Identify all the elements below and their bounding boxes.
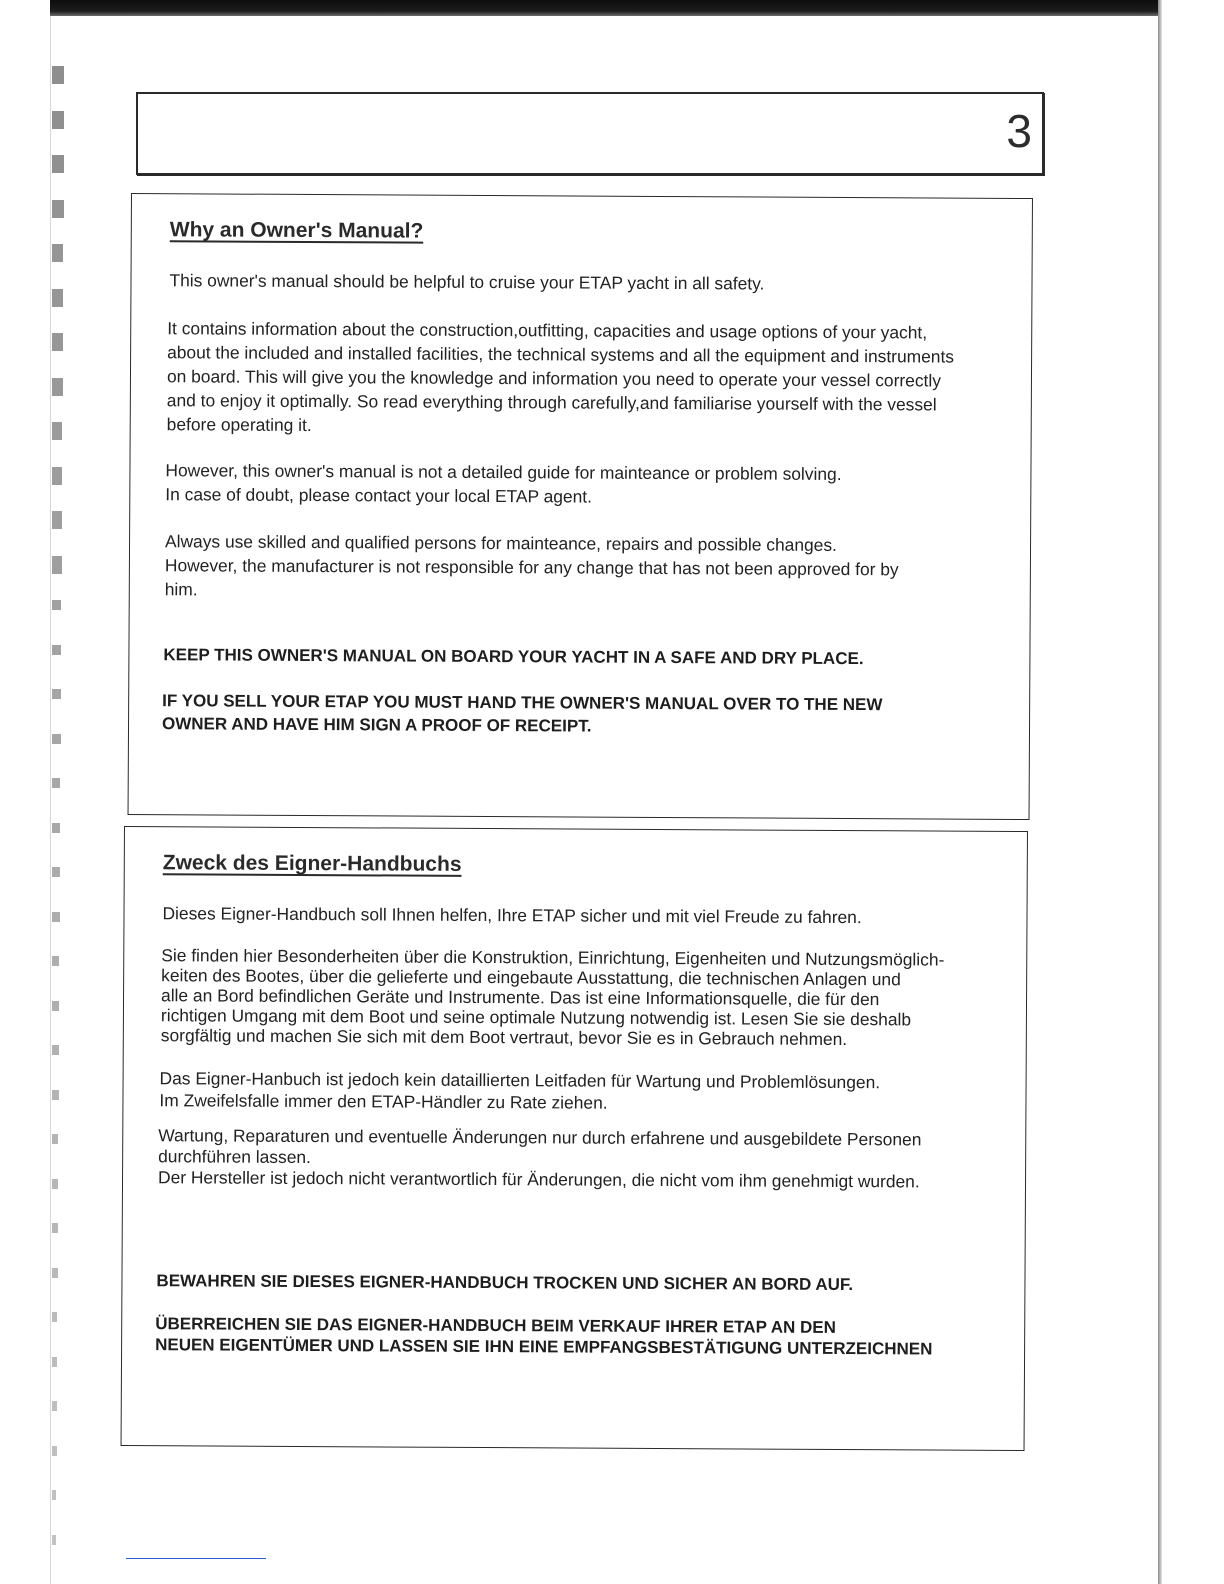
english-paragraph-limitations: However, this owner's manual is not a detailed guide for mainteance or problem solving. In case of doubt, please contact your local ETAP agent. (165, 460, 842, 507)
binding-hole (52, 66, 64, 84)
scan-top-edge (50, 0, 1162, 16)
binding-hole (52, 378, 63, 396)
german-notice-keep-on-board: BEWAHREN SIE DIESES EIGNER-HANDBUCH TROCKEN UND SICHER AN BORD AUF. (156, 1271, 854, 1295)
english-section (128, 193, 1033, 820)
binding-hole (52, 1090, 59, 1100)
binding-hole (52, 556, 62, 574)
binding-hole (52, 1490, 56, 1500)
binding-hole (52, 956, 59, 966)
binding-hole (52, 422, 62, 440)
binding-hole (52, 1045, 59, 1055)
german-paragraph-limitations: Das Eigner-Hanbuch ist jedoch kein dataillierten Leitfaden für Wartung und Problemlösungen. Im Zweifelsfalle immer den ETAP-Händler zu Rate ziehen. (159, 1068, 881, 1113)
footer-rule (126, 1558, 266, 1559)
german-paragraph-purpose: Dieses Eigner-Handbuch soll Ihnen helfen, Ihre ETAP sicher und mit viel Freude zu fahren. (162, 903, 862, 928)
binding-hole (52, 1134, 58, 1144)
german-paragraph-repairs: Wartung, Reparaturen und eventuelle Änderungen nur durch erfahrene und ausgebildete Personen durchführen lassen. Der Hersteller ist jedoch nicht verantwortlich für Änderungen, die nicht vom ihm genehmigt wurden. (157, 1125, 922, 1192)
german-notice-hand-over: ÜBERREICHEN SIE DAS EIGNER-HANDBUCH BEIM VERKAUF IHRER ETAP AN DEN NEUEN EIGENTÜMER UND LASSEN SIE IHN EINE EMPFANGSBESTÄTIGUNG UNTERZEICHNEN (155, 1314, 933, 1359)
binding-hole (52, 155, 64, 173)
binding-hole (52, 1535, 56, 1545)
page-header-box (136, 92, 1044, 175)
binding-hole (52, 1179, 58, 1189)
binding-hole (52, 1312, 57, 1322)
english-notice-hand-over: IF YOU SELL YOUR ETAP YOU MUST HAND THE OWNER'S MANUAL OVER TO THE NEW OWNER AND HAVE HIM SIGN A PROOF OF RECEIPT. (161, 691, 883, 736)
binding-hole (52, 1446, 57, 1456)
binding-hole (52, 778, 60, 788)
scan-right-edge (1158, 0, 1162, 1584)
binding-hole (52, 333, 63, 351)
binding-hole (52, 689, 61, 699)
section-title-english: Why an Owner's Manual? (169, 218, 424, 243)
binding-hole (52, 467, 62, 485)
binding-holes (52, 60, 66, 1580)
binding-hole (52, 289, 63, 307)
binding-hole (52, 600, 61, 610)
binding-hole (52, 111, 64, 129)
binding-hole (52, 1357, 57, 1367)
binding-hole (52, 1268, 58, 1278)
binding-hole (52, 867, 60, 877)
scan-left-edge (50, 16, 51, 1584)
german-paragraph-contents: Sie finden hier Besonderheiten über die Konstruktion, Einrichtung, Eigenheiten und Nutzungsmöglich- keiten des Bootes, über die gelieferte und eingebaute Ausstattung, die technischen Anlagen und alle an Bord befindlichen Geräte und Instrumente. Das ist eine Informationsquelle, die für den richtigen Umgang mit dem Boot und seine optimale Nutzung notwendig ist. Lesen Sie sie deshalb sorgfältig und machen Sie sich mit dem Boot vertraut, bevor Sie es in Gebrauch nehmen. (160, 945, 945, 1050)
binding-hole (52, 1401, 57, 1411)
english-notice-keep-on-board: KEEP THIS OWNER'S MANUAL ON BOARD YOUR YACHT IN A SAFE AND DRY PLACE. (163, 645, 864, 669)
english-paragraph-repairs: Always use skilled and qualified persons for mainteance, repairs and possible changes. However, the manufacturer is not responsible for any change that has not been approved for by him. (164, 531, 899, 600)
binding-hole (52, 1223, 58, 1233)
binding-hole (52, 823, 60, 833)
german-section (121, 826, 1028, 1451)
section-title-german: Zweck des Eigner-Handbuchs (162, 851, 462, 876)
binding-hole (52, 645, 61, 655)
binding-hole (52, 511, 62, 529)
binding-hole (52, 200, 64, 218)
binding-hole (52, 912, 60, 922)
binding-hole (52, 734, 61, 744)
binding-hole (52, 244, 63, 262)
english-paragraph-purpose: This owner's manual should be helpful to cruise your ETAP yacht in all safety. (169, 270, 765, 294)
binding-hole (52, 1001, 59, 1011)
english-paragraph-contents: It contains information about the construction,outfitting, capacities and usage options of your yacht, about the included and installed facilities, the technical systems and all the equipment and instruments on board. This will give you the knowledge and information you need to operate your vessel correctly and to enjoy it optimally. So read everything through carefully,and familiarise yourself with the vessel before operating it. (166, 318, 955, 436)
page-number: 3 (1006, 105, 1032, 157)
